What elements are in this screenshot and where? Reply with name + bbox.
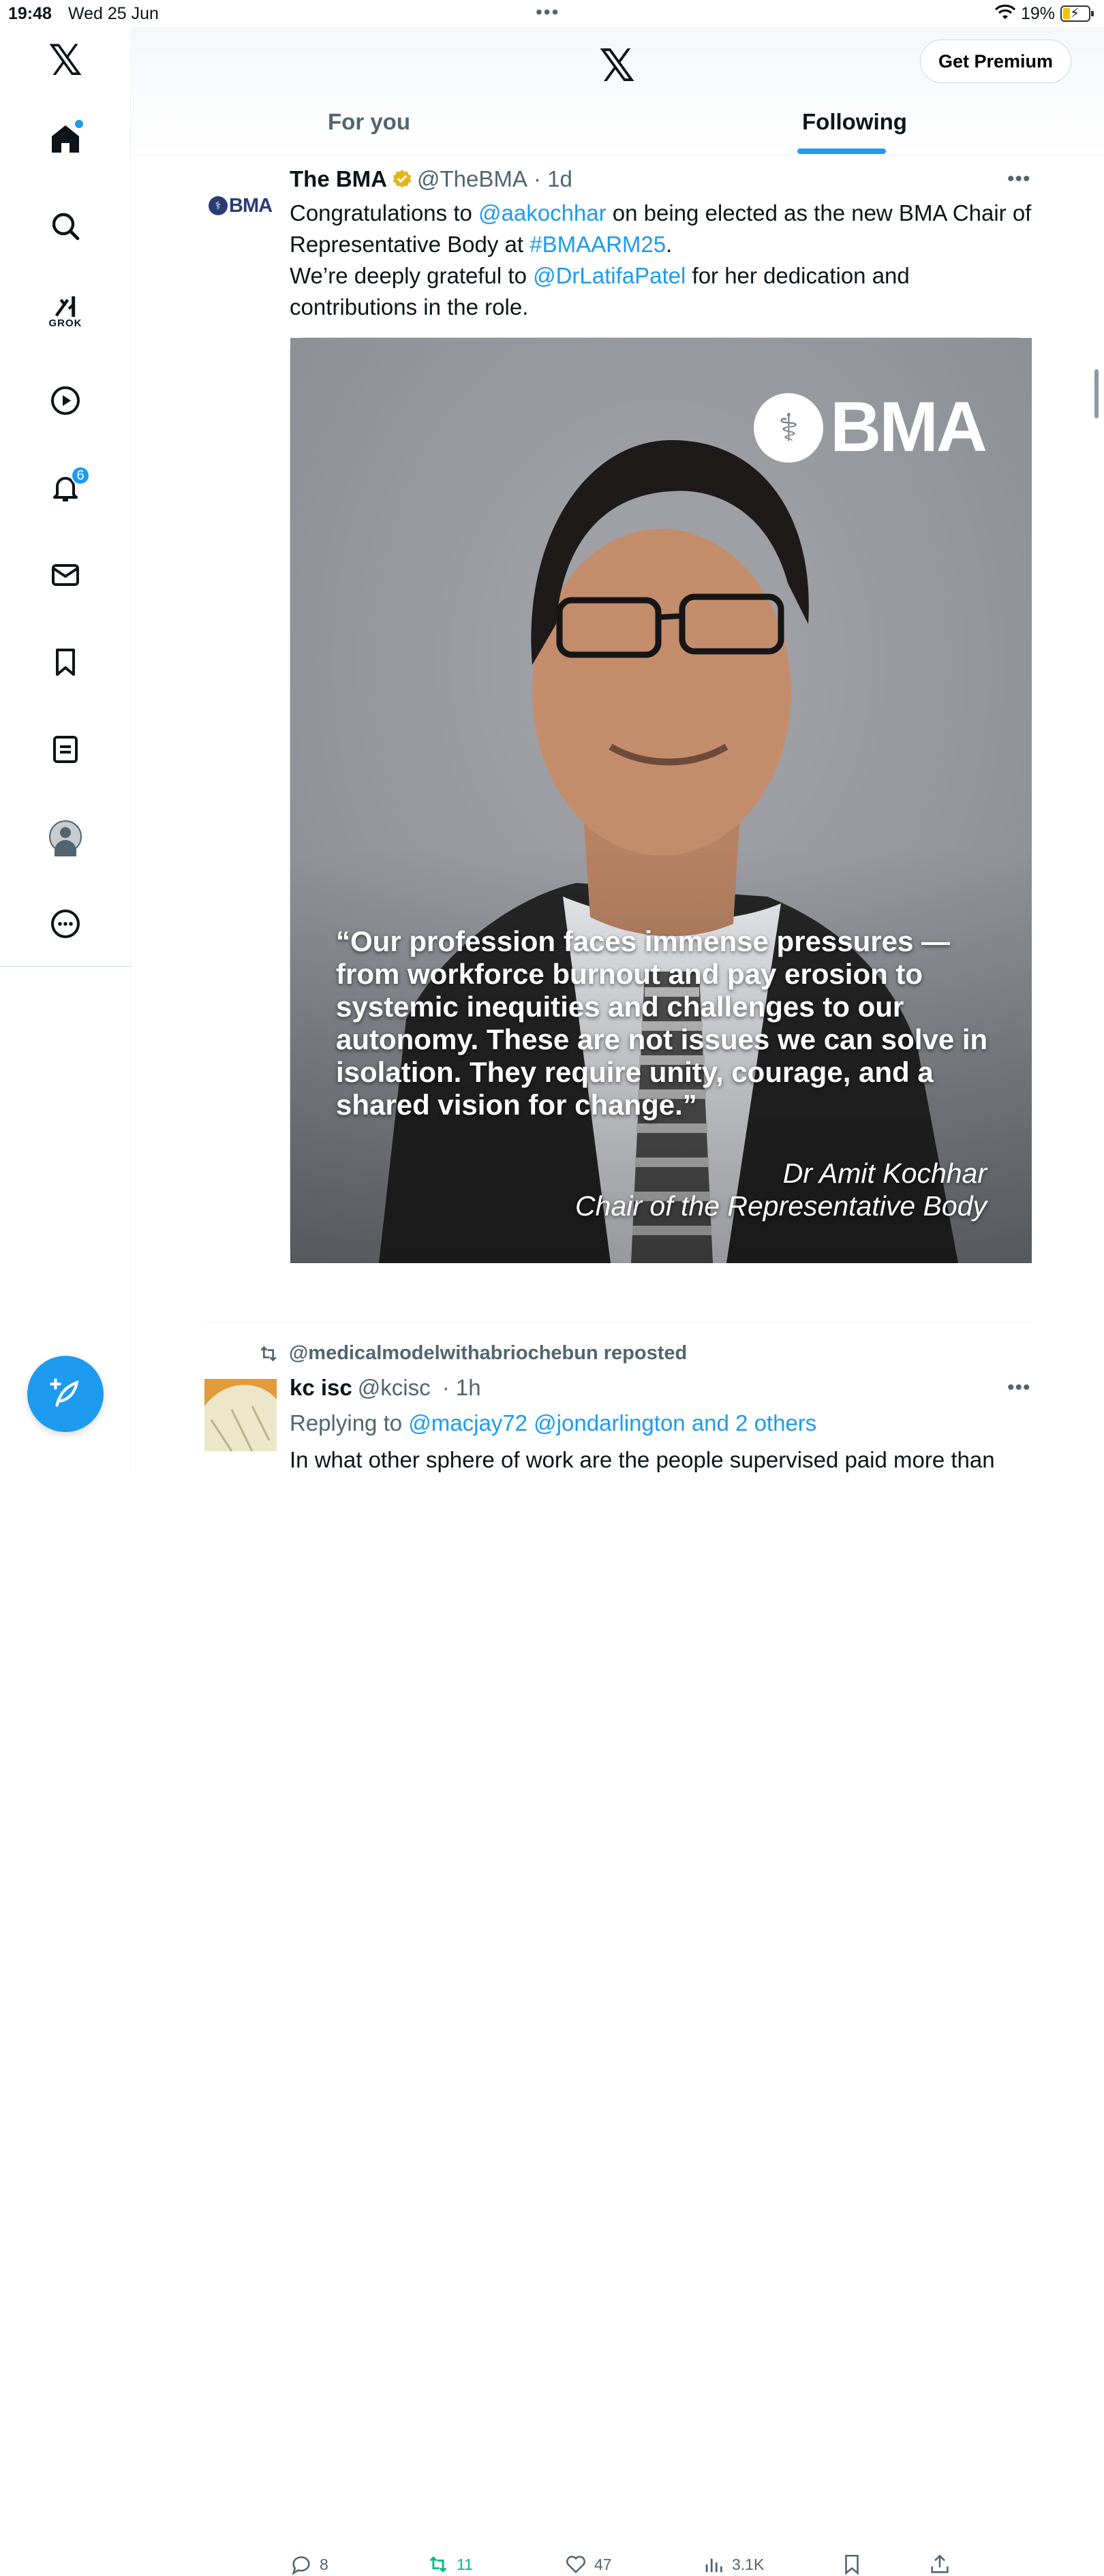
- grok-label: GROK: [48, 317, 82, 329]
- tweet-avatar[interactable]: [209, 192, 274, 219]
- tweet2-text: In what other sphere of work are the people supervised paid more than: [290, 1447, 995, 1472]
- heart-icon: [564, 2553, 587, 2576]
- tweet-time[interactable]: 1d: [547, 166, 572, 191]
- avatar-text: BMA: [229, 194, 273, 217]
- sidebar: [0, 27, 131, 1472]
- views-icon: [702, 2553, 725, 2576]
- image-attribution: [575, 1157, 987, 1222]
- repost-count: 11: [457, 2555, 473, 2573]
- bma-symbol-icon: ⚕: [209, 196, 228, 215]
- reply-icon: [290, 2553, 313, 2576]
- battery-percent: 19%: [1021, 4, 1056, 23]
- tab-for-you[interactable]: For you: [328, 109, 410, 134]
- hashtag-link[interactable]: #BMAARM25: [530, 232, 666, 257]
- tweet-header: [290, 166, 572, 192]
- portrait-photo: [290, 338, 1032, 1263]
- tweet-time[interactable]: 1h: [455, 1375, 481, 1400]
- notifications-icon[interactable]: [41, 463, 90, 512]
- status-time: 19:48: [8, 4, 52, 23]
- share-icon: [928, 2553, 951, 2576]
- tweet-media-image[interactable]: [290, 337, 1031, 1262]
- tweet2-avatar[interactable]: [204, 1379, 277, 1451]
- compose-feather-icon: [48, 1377, 82, 1411]
- tweet-text-segment: on being elected as the new BMA Chair of Representative Body at: [290, 200, 1032, 257]
- reply-button[interactable]: [290, 2553, 328, 2576]
- separator-dot: ·: [435, 1375, 456, 1400]
- status-date: Wed 25 Jun: [68, 4, 159, 23]
- verified-badge-icon: [391, 168, 413, 190]
- avatar: [49, 820, 82, 853]
- x-logo-icon[interactable]: 𝕏: [48, 37, 82, 84]
- bma-brand-logo: [754, 387, 985, 468]
- tweet-text-segment: We’re deeply grateful to: [290, 263, 534, 288]
- reply-count: 8: [320, 2555, 328, 2573]
- bma-logo-text: BMA: [830, 388, 985, 467]
- image-quote: “Our profession faces immense pressures — from workforce burnout and pay erosion to systemic inequities and challenges to our autonomy. These are not issues we can solve in isolation. They require unity, courage, and a shared vision for change.”: [336, 925, 988, 1121]
- replying-to-links[interactable]: @macjay72 @jondarlington and 2 others: [408, 1410, 817, 1436]
- scrollbar[interactable]: [1094, 369, 1099, 418]
- tweet-text-segment: .: [666, 232, 673, 257]
- notification-badge: 6: [71, 466, 90, 485]
- repost-context[interactable]: [258, 1342, 687, 1365]
- bma-logo-icon: ⚕: [754, 393, 823, 463]
- unread-dot: [75, 120, 83, 128]
- author-handle[interactable]: @TheBMA: [417, 166, 527, 191]
- views-button[interactable]: [702, 2553, 764, 2576]
- wifi-icon: [995, 5, 1015, 20]
- mention-link[interactable]: @aakochhar: [478, 200, 607, 226]
- mention-link[interactable]: @DrLatifaPatel: [533, 263, 686, 288]
- battery-icon: ⚡: [1060, 5, 1090, 22]
- more-icon[interactable]: [41, 899, 90, 948]
- sidebar-divider: [0, 966, 131, 967]
- views-count: 3.1K: [732, 2555, 765, 2573]
- compose-button[interactable]: [27, 1356, 104, 1432]
- tweet-text-segment: for her dedication and contributions in the role.: [290, 263, 910, 320]
- author-name[interactable]: The BMA: [290, 166, 387, 191]
- author-name[interactable]: kc isc: [290, 1375, 352, 1400]
- avatar-image: [204, 1379, 277, 1451]
- tab-following[interactable]: Following: [802, 109, 907, 134]
- search-icon[interactable]: [41, 202, 90, 251]
- multitasking-dots-icon[interactable]: •••: [536, 1, 560, 22]
- get-premium-button[interactable]: Get Premium: [920, 40, 1071, 83]
- x-header-logo-icon[interactable]: 𝕏: [599, 40, 636, 91]
- repost-by-text: @medicalmodelwithabriochebun reposted: [289, 1342, 688, 1364]
- status-bar: [0, 0, 1104, 27]
- messages-icon[interactable]: [41, 550, 90, 600]
- repost-button[interactable]: [427, 2553, 473, 2576]
- active-tab-indicator: [797, 149, 886, 154]
- bookmark-icon: [840, 2553, 863, 2576]
- timeline-header: [132, 27, 1104, 155]
- bookmark-button[interactable]: [840, 2553, 870, 2576]
- repost-icon: [427, 2553, 450, 2576]
- profile-icon[interactable]: [41, 812, 90, 861]
- tweet-more-icon[interactable]: •••: [1007, 168, 1031, 190]
- repost-context-icon: [258, 1343, 279, 1365]
- tweet2-header: [290, 1375, 481, 1401]
- tweet-text-segment: Congratulations to: [290, 200, 479, 226]
- video-icon[interactable]: [41, 376, 90, 425]
- home-icon[interactable]: [41, 114, 90, 164]
- lists-icon[interactable]: [41, 725, 90, 774]
- grok-icon[interactable]: [41, 286, 90, 335]
- tweet-text: [290, 198, 1039, 323]
- attribution-title: Chair of the Representative Body: [575, 1190, 987, 1222]
- author-handle[interactable]: @kcisc: [357, 1375, 431, 1400]
- replying-to: [290, 1410, 816, 1436]
- like-count: 47: [594, 2555, 612, 2573]
- replying-label: Replying to: [290, 1410, 403, 1436]
- attribution-name: Dr Amit Kochhar: [782, 1158, 987, 1189]
- tweet2-more-icon[interactable]: •••: [1007, 1376, 1031, 1399]
- share-button[interactable]: [928, 2553, 958, 2576]
- like-button[interactable]: [564, 2553, 612, 2576]
- bookmarks-icon[interactable]: [41, 638, 90, 687]
- separator-dot: ·: [527, 166, 548, 191]
